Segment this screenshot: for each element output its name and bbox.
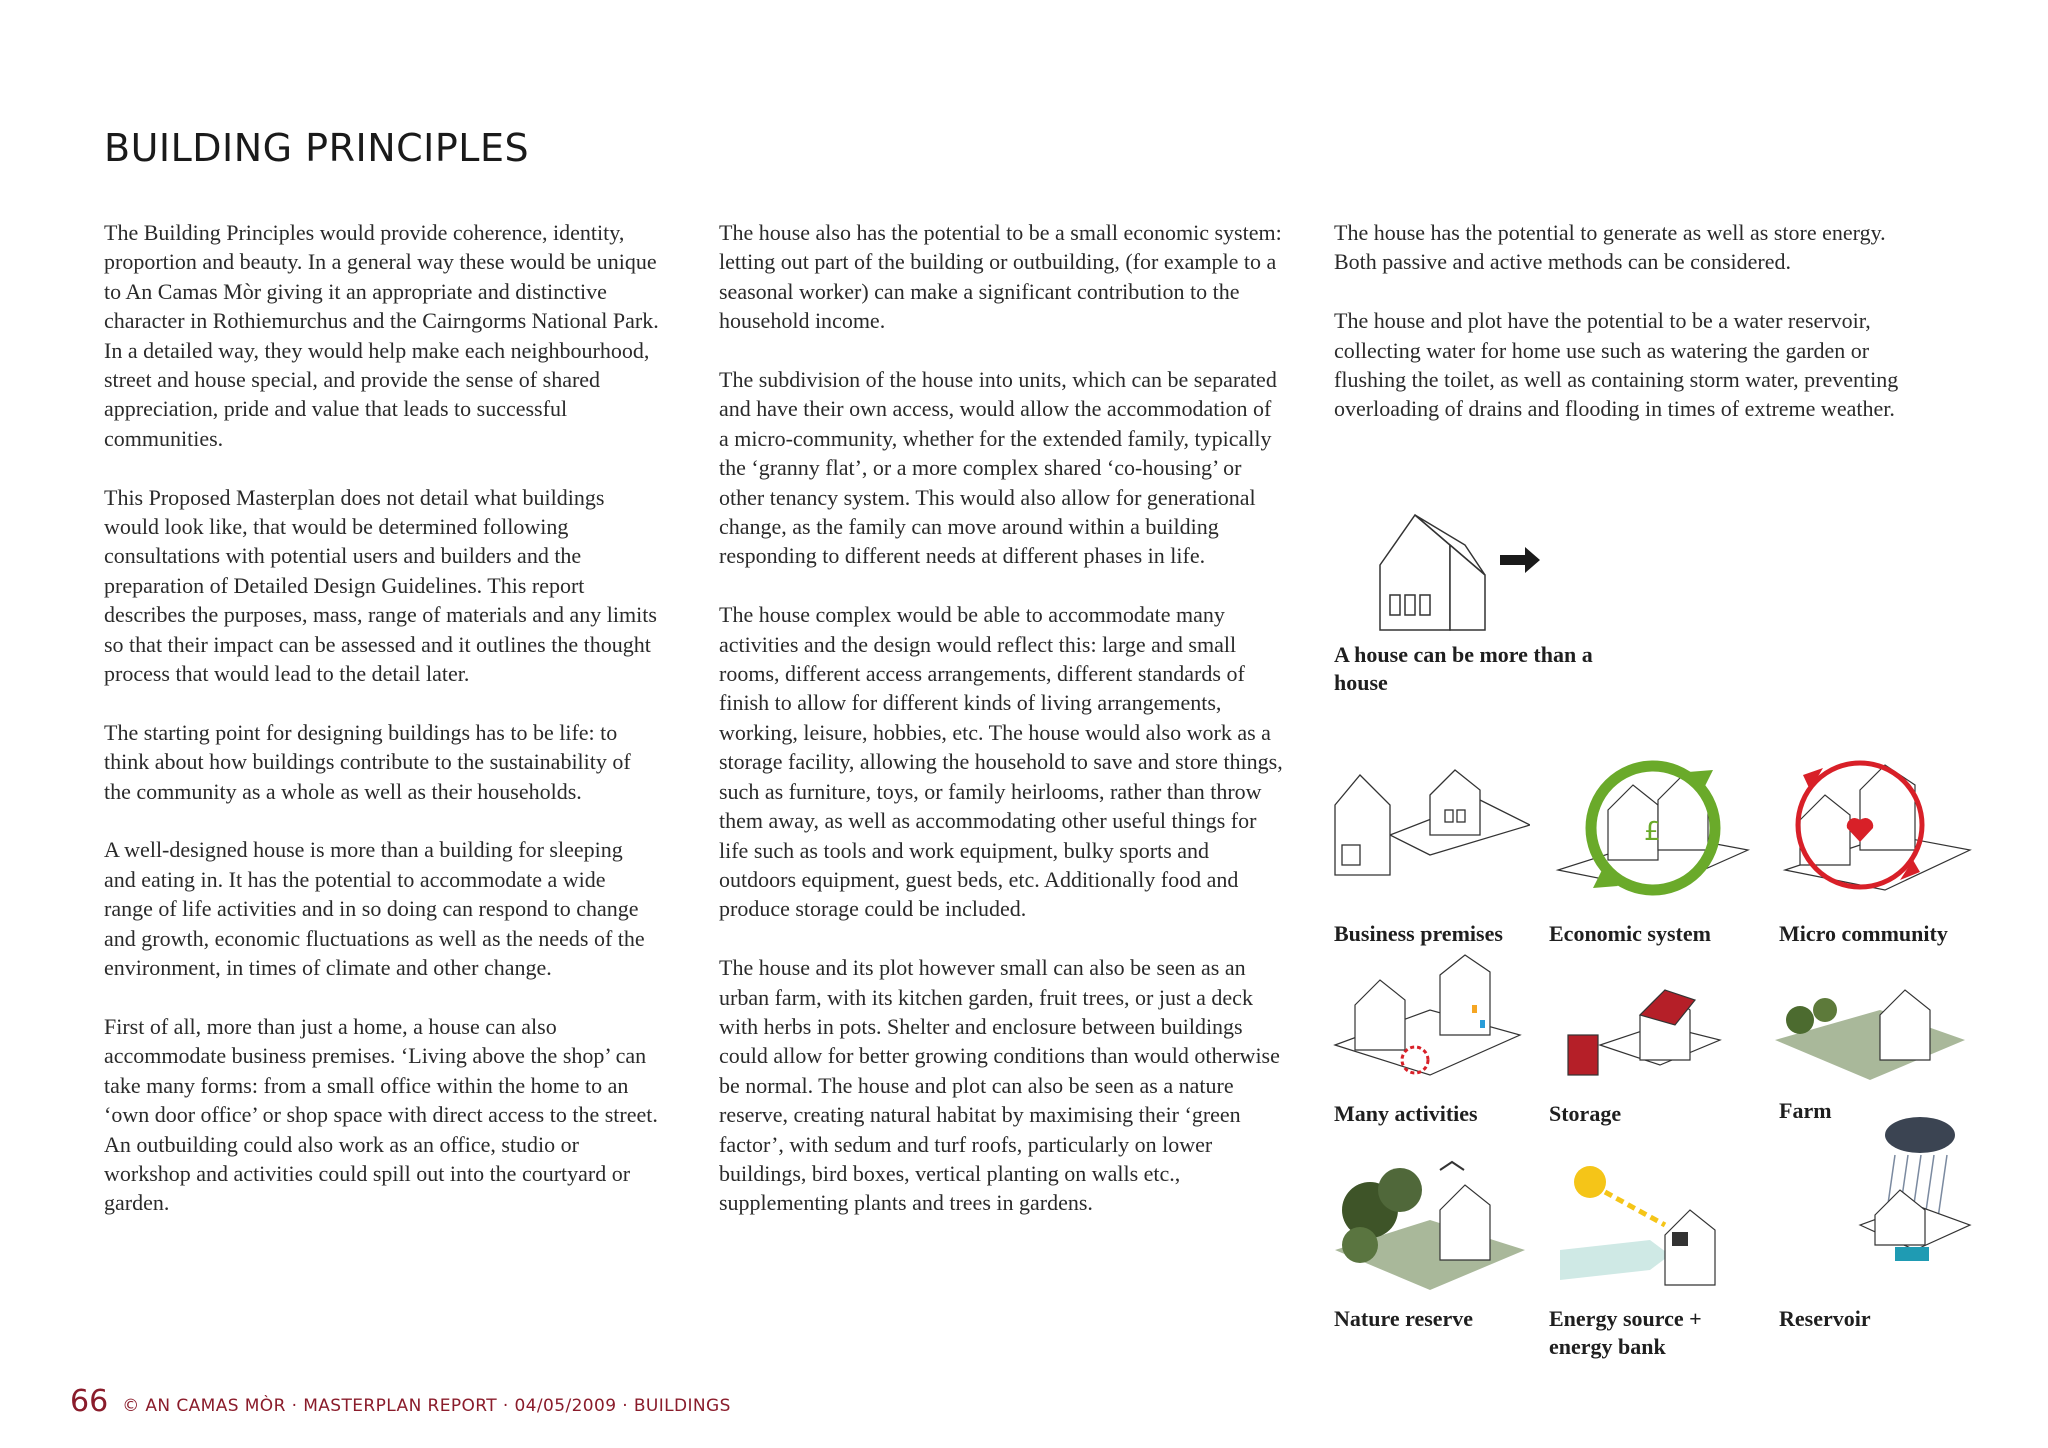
svg-text:£: £ xyxy=(1644,817,1661,847)
diagram-label-activities: Many activities xyxy=(1334,1101,1478,1126)
page-title: BUILDING PRINCIPLES xyxy=(104,126,530,170)
paragraph: The subdivision of the house into units, which can be separated and have their own access, would allow the accommodation of a micro-community, whether for the extended family, typically the ‘granny flat’, or a more complex shared ‘co-housing’ or other tenancy system. This would also allow for generational change, as the family can move around within a building responding to different needs at different phases in life. xyxy=(719,367,1277,569)
storage-illustration xyxy=(1560,985,1740,1095)
farm-illustration xyxy=(1770,980,1970,1100)
page-number: 66 xyxy=(70,1384,109,1419)
diagram-label-energy: Energy source + energy bank xyxy=(1549,1306,1702,1359)
diagram-label-main: A house can be more than a house xyxy=(1334,642,1593,695)
paragraph: A well-designed house is more than a building for sleeping and eating in. It has the potential to accommodate a wide range of life activities and in so doing can respond to change and growth, economic fluctuations as well as the needs of the environment, in times of climate and other change. xyxy=(104,837,645,981)
paragraph: The house and plot have the potential to be a water reservoir, collecting water for home use such as watering the garden or flushing the toilet, as well as containing storm water, preventing overloading of drains and flooding in times of extreme weather. xyxy=(1334,308,1899,422)
paragraph: The house and its plot however small can also be seen as an urban farm, with its kitchen garden, fruit trees, or just a deck with herbs in pots. Shelter and enclosure between buildings could allow for better growing conditions than would otherwise be normal. The house and plot can also be seen as a nature reserve, creating natural habitat by maximising their ‘green factor’, with sedum and turf roofs, particularly on lower buildings, bird boxes, vertical planting on walls etc., supplementing plants and trees in gardens. xyxy=(719,955,1280,1216)
paragraph: The house has the potential to generate as well as store energy. Both passive and active methods can be considered. xyxy=(1334,220,1886,275)
diagram-label-farm: Farm xyxy=(1779,1098,1832,1123)
paragraph: The starting point for designing buildings has to be life: to think about how buildings contribute to the sustainability of the community as a whole as well as their households. xyxy=(104,719,631,804)
paragraph: This Proposed Masterplan does not detail what buildings would look like, that would be determined following consultations with potential users and builders and the preparation of Detailed Design Guidelines. This report describes the purposes, mass, range of materials and any limits so that their impact can be assessed and it outlines the thought process that would lead to the detail later. xyxy=(104,484,657,687)
diagram-label-economic: Economic system xyxy=(1549,921,1711,946)
paragraph: First of all, more than just a home, a house can also accommodate business premises. ‘Living above the shop’ can take many forms: from a small office within the home to an ‘own door office’ or shop space with direct access to the street. An outbuilding could also work as an office, studio or workshop and activities could spill out into the courtyard or garden. xyxy=(104,1013,658,1216)
diagram-label-nature: Nature reserve xyxy=(1334,1306,1474,1331)
micro-community-illustration xyxy=(1775,750,1975,900)
footer-text: © AN CAMAS MÒR · MASTERPLAN REPORT · 04/05/2009 · BUILDINGS xyxy=(122,1396,731,1416)
house-arrow-illustration xyxy=(1375,505,1555,635)
text-column-1 xyxy=(104,218,659,1247)
many-activities-illustration xyxy=(1330,950,1530,1095)
energy-illustration xyxy=(1550,1160,1750,1300)
diagram-label-business: Business premises xyxy=(1334,921,1503,946)
text-column-2 xyxy=(719,218,1284,1247)
paragraph: The Building Principles would provide coherence, identity, proportion and beauty. In a general way these would be unique to An Camas Mòr giving it an appropriate and distinctive character in Rothiemurchus and the Cairngorms National Park. In a detailed way, they would help make each neighbourhood, street and house special, and provide the sense of shared appreciation, pride and value that leads to successful communities. xyxy=(104,220,659,451)
nature-reserve-illustration xyxy=(1330,1150,1530,1300)
economic-system-illustration xyxy=(1548,750,1758,900)
diagram-label-micro: Micro community xyxy=(1779,921,1948,946)
text-column-3 xyxy=(1334,218,1914,453)
business-premises-illustration xyxy=(1330,765,1530,885)
paragraph: The house also has the potential to be a small economic system: letting out part of the building or outbuilding, (for example to a seasonal worker) can make a significant contribution to the household income. xyxy=(719,220,1282,334)
page-footer xyxy=(70,1384,731,1419)
paragraph: The house complex would be able to accommodate many activities and the design would reflect this: large and small rooms, different access arrangements, different standards of finish to allow for different kinds of living arrangements, working, leisure, hobbies, etc. The house would also work as a storage facility, allowing the household to save and store things, such as furniture, toys, or family heirlooms, rather than throw them away, as well as accommodating other useful things for life such as tools and work equipment, bulky sports and outdoors equipment, guest beds, etc. Additionally food and produce storage could be included. xyxy=(719,602,1283,922)
diagram-label-storage: Storage xyxy=(1549,1101,1622,1126)
reservoir-illustration xyxy=(1855,1185,1975,1295)
diagram-label-reservoir: Reservoir xyxy=(1779,1306,1871,1331)
